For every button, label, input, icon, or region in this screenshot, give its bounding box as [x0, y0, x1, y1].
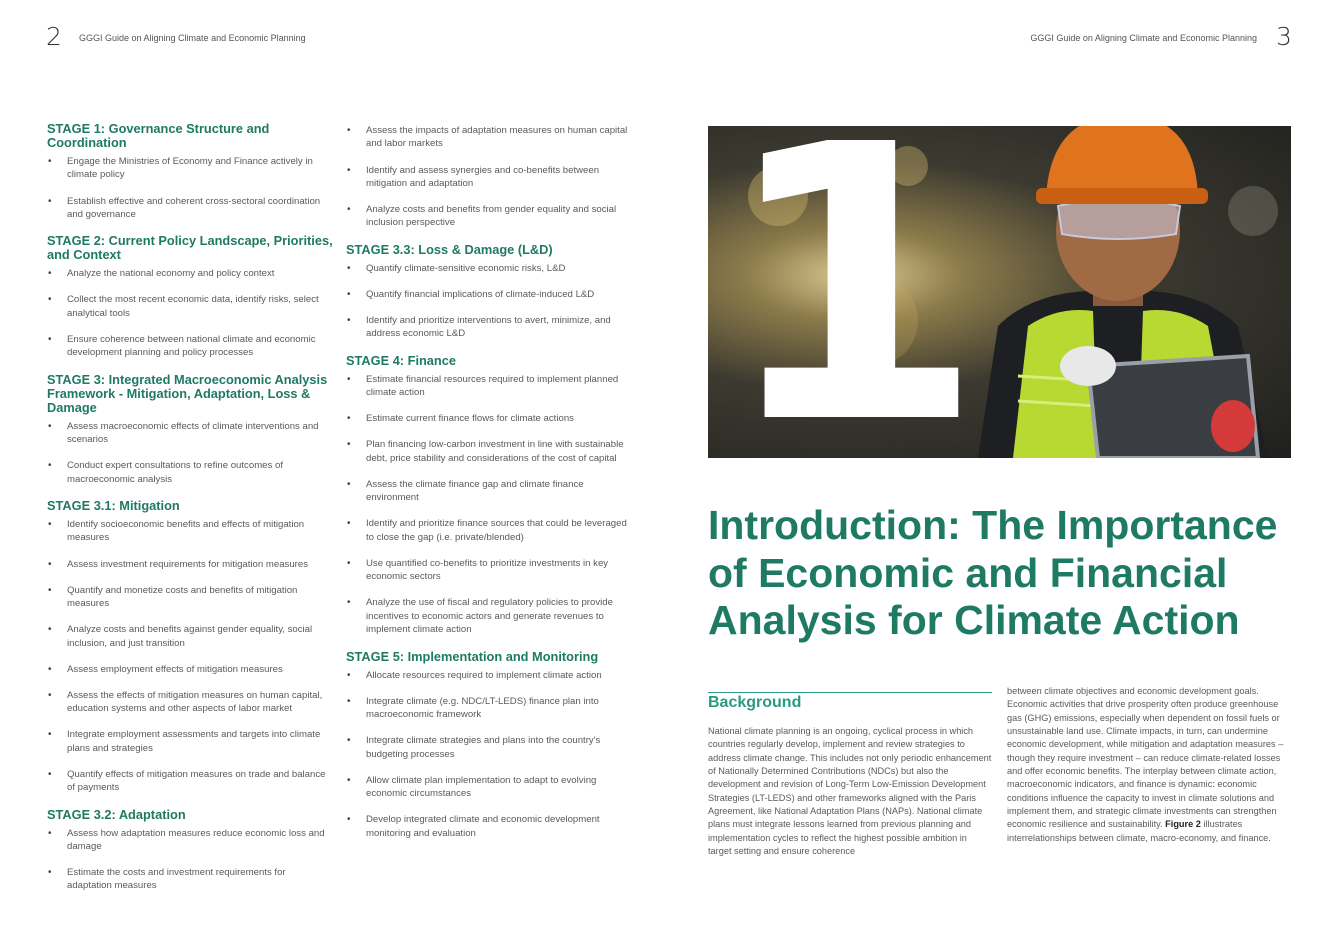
list-item: • Analyze costs and benefits against gender equality, social inclusion, and just transition — [47, 623, 333, 650]
right-running-head: GGGI Guide on Aligning Climate and Economic Planning — [1030, 33, 1257, 43]
left-page-number: 2 — [46, 22, 62, 51]
stage-block — [346, 650, 632, 840]
list-item: • Ensure coherence between national climate and economic development planning and policy processes — [47, 333, 333, 360]
stage-title: STAGE 3.2: Adaptation — [47, 806, 186, 822]
list-item: • Engage the Ministries of Economy and Finance actively in climate policy — [47, 155, 333, 182]
list-item: • Quantify financial implications of climate-induced L&D — [346, 288, 632, 301]
background-heading: Background — [708, 694, 802, 711]
chapter-title: Introduction: The Importance of Economic and Financial Analysis for Climate Action — [708, 502, 1278, 643]
list-item: • Allocate resources required to implement climate action — [346, 669, 632, 682]
stage-list — [47, 827, 333, 893]
list-item: • Estimate the costs and investment requirements for adaptation measures — [47, 866, 333, 893]
list-item: • Identify and assess synergies and co-benefits between mitigation and adaptation — [346, 164, 632, 191]
stage-list — [346, 669, 632, 840]
stage-block — [47, 808, 333, 893]
list-item: • Integrate employment assessments and targets into climate plans and strategies — [47, 728, 333, 755]
stage-block — [346, 124, 632, 230]
chapter-number: 1 — [720, 126, 975, 458]
worker-illustration — [958, 126, 1278, 458]
stage-block — [47, 122, 333, 221]
background-paragraph-2-tail: illustrates interrelationships between climate, macro-economy, and finance. — [1007, 819, 1271, 843]
stage-list — [47, 420, 333, 486]
list-item: • Integrate climate (e.g. NDC/LT-LEDS) finance plan into macroeconomic framework — [346, 695, 632, 722]
stage-title: STAGE 5: Implementation and Monitoring — [346, 648, 599, 664]
list-item: • Quantify climate-sensitive economic risks, L&D — [346, 262, 632, 275]
stage-title: STAGE 1: Governance Structure and Coordination — [47, 121, 270, 150]
stage-block — [346, 354, 632, 637]
list-item: • Conduct expert consultations to refine outcomes of macroeconomic analysis — [47, 459, 333, 486]
background-paragraph-2-text: between climate objectives and economic development goals. Economic activities that drive prosperity often produce greenhouse gas (GHG) emissions, especially when dependent on fossil fuels or unsustainable land use. Climate impacts, in turn, can undermine economic development, while mitigation and adaptation measures – though they require investment – can reduce climate-related losses and offer economic benefits. The interplay between climate action, macroeconomic indicators, and finance is dynamic: economic conditions influence the capacity to invest in climate solutions and implement them, and strategic climate investments can strengthen economic resilience and sustainability. — [1007, 686, 1284, 830]
list-item: • Assess the effects of mitigation measures on human capital, education systems and other aspects of labor market — [47, 689, 333, 716]
stage-title: STAGE 3: Integrated Macroeconomic Analysis Framework - Mitigation, Adaptation, Loss & Damage — [47, 371, 328, 415]
section-rule — [708, 692, 992, 693]
stage-title: STAGE 4: Finance — [346, 352, 456, 368]
left-running-head: GGGI Guide on Aligning Climate and Economic Planning — [79, 33, 306, 43]
list-item: • Assess the impacts of adaptation measures on human capital and labor markets — [346, 124, 632, 151]
stage-block — [47, 499, 333, 795]
list-item: • Analyze costs and benefits from gender equality and social inclusion perspective — [346, 203, 632, 230]
list-item: • Collect the most recent economic data, identify risks, select analytical tools — [47, 293, 333, 320]
list-item: • Assess the climate finance gap and climate finance environment — [346, 478, 632, 505]
list-item: • Quantify and monetize costs and benefits of mitigation measures — [47, 584, 333, 611]
list-item: • Plan financing low-carbon investment in line with sustainable debt, price stability and considerations of the cost of capital — [346, 438, 632, 465]
list-item: • Analyze the national economy and policy context — [47, 267, 333, 280]
list-item: • Assess how adaptation measures reduce economic loss and damage — [47, 827, 333, 854]
stages-column-left — [47, 122, 333, 906]
list-item: • Develop integrated climate and economic development monitoring and evaluation — [346, 813, 632, 840]
figure-2-reference: Figure 2 — [1165, 819, 1201, 830]
list-item: • Identify and prioritize finance sources that could be leveraged to close the gap (i.e. private/blended) — [346, 517, 632, 544]
list-item: • Estimate financial resources required to implement planned climate action — [346, 373, 632, 400]
list-item: • Assess macroeconomic effects of climate interventions and scenarios — [47, 420, 333, 447]
background-paragraph-1: National climate planning is an ongoing, cyclical process in which countries regularly develop, implement and review strategies to address climate change. This includes not only periodic enhancement of Nationally Determined Contributions (NDCs) but also the development and revision of Long-Term Low-Emission Development Strategies (LT-LEDS) and other frameworks aligned with the Paris Agreement, like National Adaptation Plans (NAPs). National climate plans must integrate lessons learned from previous planning and implementation cycles to reflect the highest possible ambition in target setting and ensure coherence — [708, 726, 992, 857]
list-item: • Assess employment effects of mitigation measures — [47, 663, 333, 676]
stage-title: STAGE 3.3: Loss & Damage (L&D) — [346, 241, 553, 257]
stage-list — [47, 155, 333, 221]
list-item: • Use quantified co-benefits to prioritize investments in key economic sectors — [346, 557, 632, 584]
list-item: • Quantify effects of mitigation measures on trade and balance of payments — [47, 768, 333, 795]
list-item: • Establish effective and coherent cross-sectoral coordination and governance — [47, 195, 333, 222]
list-item: • Analyze the use of fiscal and regulatory policies to provide incentives to economic actors and generate revenues to implement climate action — [346, 596, 632, 636]
stage-title: STAGE 2: Current Policy Landscape, Priorities, and Context — [47, 233, 333, 263]
background-paragraph-2 — [1007, 685, 1291, 845]
list-item: • Allow climate plan implementation to adapt to evolving economic circumstances — [346, 774, 632, 801]
stage-list — [346, 373, 632, 637]
list-item: • Identify socioeconomic benefits and effects of mitigation measures — [47, 518, 333, 545]
stage-list — [47, 267, 333, 359]
stage-list — [346, 262, 632, 341]
stage-block — [346, 243, 632, 341]
hero-image — [708, 126, 1291, 458]
list-item: • Integrate climate strategies and plans into the country's budgeting processes — [346, 734, 632, 761]
right-page-number: 3 — [1276, 22, 1292, 51]
stage-block — [47, 373, 333, 486]
stages-column-right — [346, 124, 632, 853]
list-item: • Estimate current finance flows for climate actions — [346, 412, 632, 425]
list-item: • Identify and prioritize interventions to avert, minimize, and address economic L&D — [346, 314, 632, 341]
stage-list — [47, 518, 333, 795]
stage-list — [346, 124, 632, 230]
stage-block — [47, 234, 333, 359]
stage-title: STAGE 3.1: Mitigation — [47, 498, 180, 514]
list-item: • Assess investment requirements for mitigation measures — [47, 558, 333, 571]
